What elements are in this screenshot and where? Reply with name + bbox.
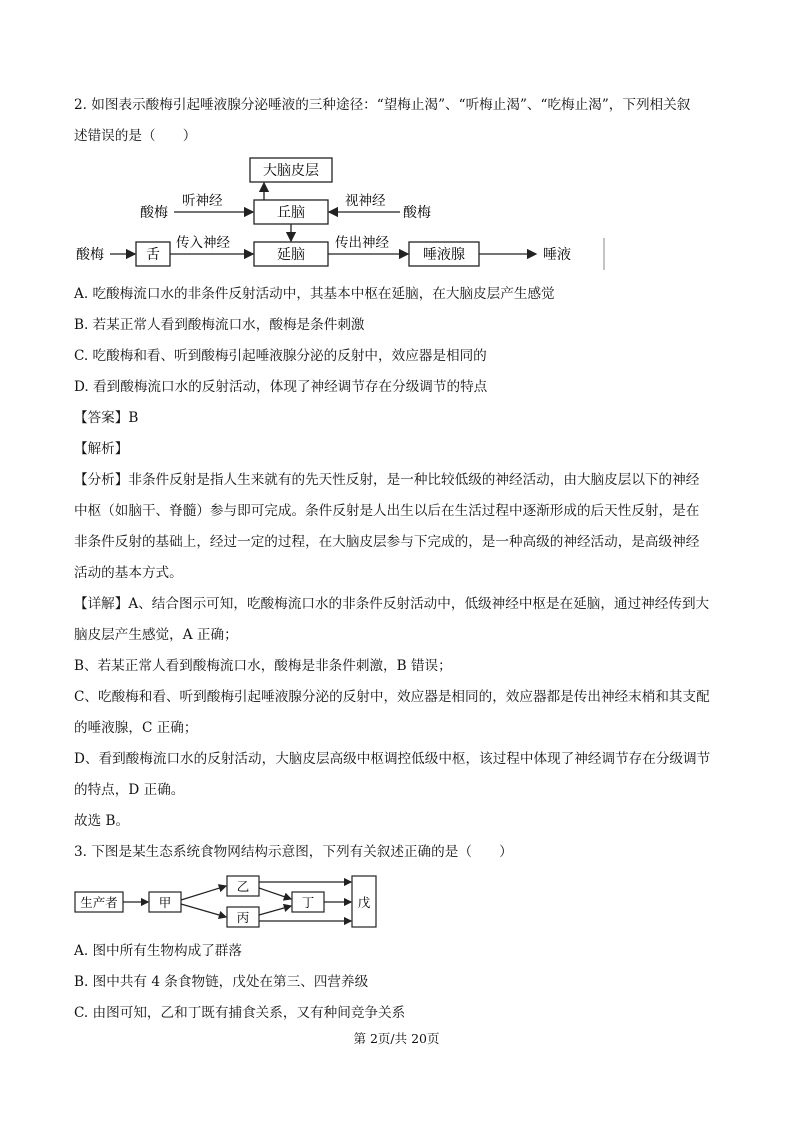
q2-detail-line: 脑皮层产生感觉，A 正确； <box>74 627 238 643</box>
afferent-nerve-label: 传入神经 <box>176 235 230 251</box>
q2-option-d: D. 看到酸梅流口水的反射活动，体现了神经调节存在分级调节的特点 <box>74 379 488 395</box>
q2-answer: 【答案】B <box>74 410 139 426</box>
q2-detail-line: 故选 B。 <box>74 813 130 829</box>
yi-label: 乙 <box>236 879 250 894</box>
plum-left-label: 酸梅 <box>140 205 168 221</box>
q2-analysis-line: 非条件反射的基础上，经过一定的过程，在大脑皮层参与下完成的，是一种高级的神经活动，是高级神经 <box>74 534 700 550</box>
q3-food-web-diagram <box>72 870 392 932</box>
arrow-yi-ding <box>259 888 291 899</box>
hypothalamus-label: 丘脑 <box>277 205 305 221</box>
jia-label: 甲 <box>158 895 172 910</box>
auditory-nerve-label: 听神经 <box>182 193 223 209</box>
cortex-label: 大脑皮层 <box>263 163 319 179</box>
optic-nerve-label: 视神经 <box>345 193 386 209</box>
wu-label: 戊 <box>357 895 371 910</box>
efferent-nerve-label: 传出神经 <box>335 235 389 251</box>
producer-label: 生产者 <box>80 895 118 910</box>
page-footer: 第 2页/共 20页 <box>353 1031 440 1046</box>
q2-stem-line1: 2. 如图表示酸梅引起唾液腺分泌唾液的三种途径：“望梅止渴”、“听梅止渴”、“吃梅止渴”，下列相关叙 <box>74 97 691 113</box>
q2-analysis-line: 活动的基本方式。 <box>74 565 183 581</box>
q2-analysis-line: 【分析】非条件反射是指人生来就有的先天性反射，是一种比较低级的神经活动，由大脑皮层以下的神经 <box>74 472 700 488</box>
q2-option-a: A. 吃酸梅流口水的非条件反射活动中，其基本中枢在延脑，在大脑皮层产生感觉 <box>74 286 555 302</box>
q3-option-c: C. 由图可知，乙和丁既有捕食关系，又有种间竞争关系 <box>74 1005 406 1021</box>
q2-option-c: C. 吃酸梅和看、听到酸梅引起唾液腺分泌的反射中，效应器是相同的 <box>74 348 487 364</box>
q2-reflex-diagram <box>70 150 610 275</box>
q2-detail-line: C、吃酸梅和看、听到酸梅引起唾液腺分泌的反射中，效应器是相同的，效应器都是传出神经末梢和其支配 <box>74 689 710 705</box>
q2-detail-line: 的唾液腺，C 正确； <box>74 720 198 736</box>
q3-stem: 3. 下图是某生态系统食物网结构示意图，下列有关叙述正确的是（ ） <box>74 844 513 860</box>
bing-label: 丙 <box>236 910 250 925</box>
tongue-label: 舌 <box>146 247 160 263</box>
salivary-gland-label: 唾液腺 <box>423 247 465 263</box>
q3-option-a: A. 图中所有生物构成了群落 <box>74 943 242 959</box>
plum-start-label: 酸梅 <box>76 247 104 263</box>
plum-right-label: 酸梅 <box>403 205 431 221</box>
arrow-jia-yi <box>181 886 226 900</box>
q2-detail-line: 【详解】A、结合图示可知，吃酸梅流口水的非条件反射活动中，低级神经中枢是在延脑，通过神经传到大 <box>74 596 710 612</box>
q2-detail-line: 的特点，D 正确。 <box>74 782 185 798</box>
q2-stem-line2: 述错误的是（ ） <box>74 128 197 144</box>
q2-analysis-line: 中枢（如脑干、脊髓）参与即可完成。条件反射是人出生以后在生活过程中逐渐形成的后天性反射，是在 <box>74 503 700 519</box>
medulla-label: 延脑 <box>277 247 305 263</box>
ding-label: 丁 <box>301 895 315 910</box>
arrow-jia-bing <box>181 904 226 917</box>
q3-option-b: B. 图中共有 4 条食物链，戊处在第三、四营养级 <box>74 974 369 990</box>
arrow-bing-ding <box>259 906 291 915</box>
q2-detail-line: B、若某正常人看到酸梅流口水，酸梅是非条件刺激，B 错误； <box>74 658 452 674</box>
q2-analysis-title: 【解析】 <box>74 441 129 457</box>
q2-detail-line: D、看到酸梅流口水的反射活动，大脑皮层高级中枢调控低级中枢，该过程中体现了神经调节存在分级调节 <box>74 751 711 767</box>
q2-option-b: B. 若某正常人看到酸梅流口水，酸梅是条件刺激 <box>74 317 365 333</box>
saliva-label: 唾液 <box>543 247 571 263</box>
